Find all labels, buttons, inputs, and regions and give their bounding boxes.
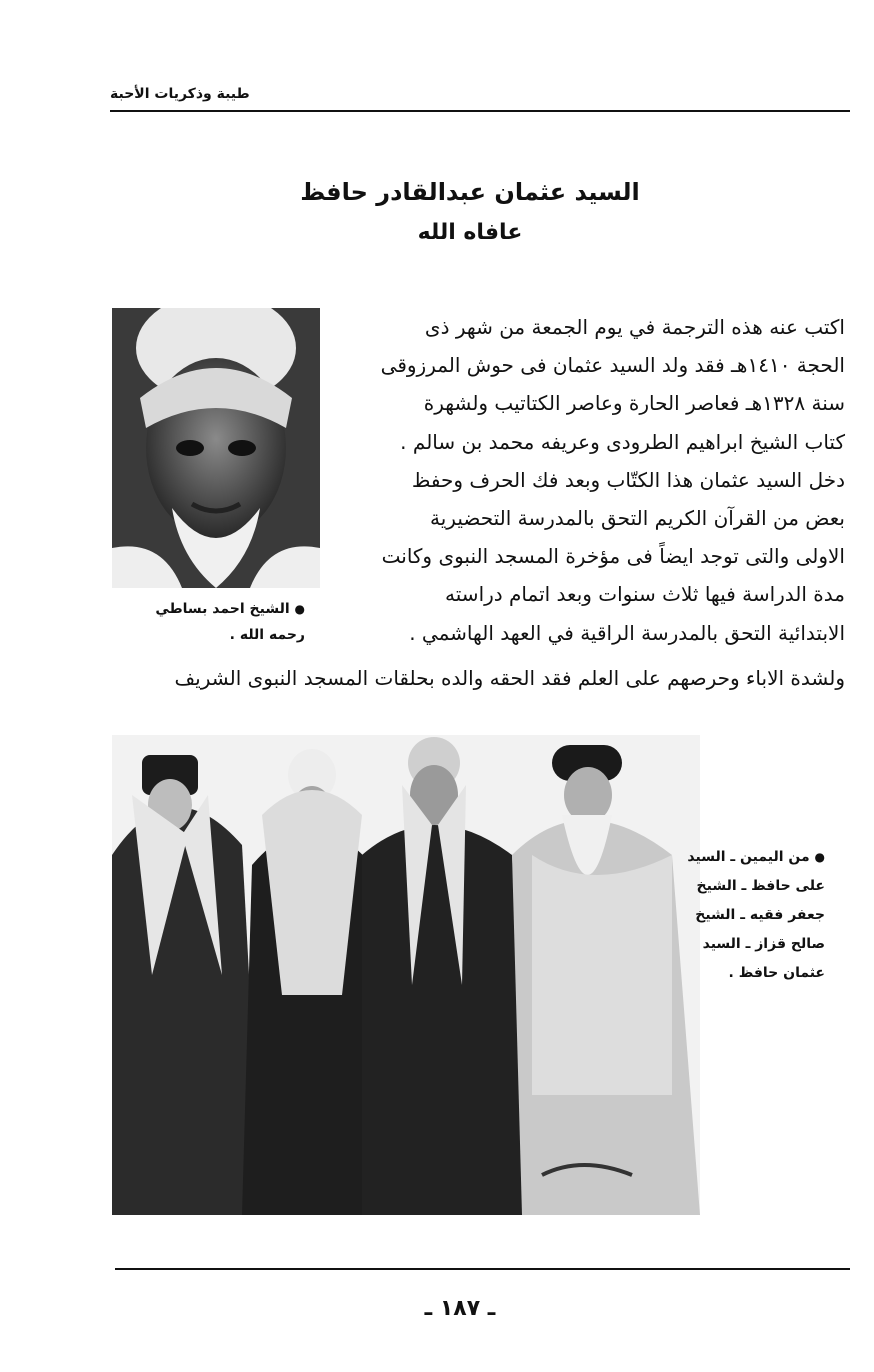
body-line: اكتب عنه هذه الترجمة في يوم الجمعة من شهر ذى <box>424 315 845 339</box>
article-title: السيد عثمان عبدالقادر حافظ <box>300 178 640 206</box>
body-line: بعض من القرآن الكريم التحق بالمدرسة التحضيرية <box>430 506 845 531</box>
body-line: الحجة ١٤١٠هـ فقد ولد السيد عثمان فى حوش المرزوقى <box>380 353 845 378</box>
running-head: طيبة وذكريات الأحبة <box>110 86 250 102</box>
page-number: ـ ١٨٧ ـ <box>424 1296 496 1321</box>
portrait-illustration <box>112 308 320 588</box>
caption-line: من اليمين ـ السيد <box>687 849 810 865</box>
portrait-caption <box>135 596 305 648</box>
body-line: كتاب الشيخ ابراهيم الطرودى وعريفه محمد بن سالم . <box>400 429 845 454</box>
body-paragraph <box>360 308 845 652</box>
group-photo <box>112 735 700 1215</box>
body-line: مدة الدراسة فيها ثلاث سنوات وبعد اتمام دراسته <box>445 582 845 607</box>
body-line: الاولى والتى توجد ايضاً فى مؤخرة المسجد النبوى وكانت <box>381 544 845 569</box>
article-subtitle: عافاه الله <box>417 220 523 245</box>
portrait-caption-name: الشيخ احمد بساطي <box>155 601 290 617</box>
body-line: سنة ١٣٢٨هـ فعاصر الحارة وعاصر الكتاتيب ولشهرة <box>423 391 845 416</box>
caption-line: على حافظ ـ الشيخ <box>696 878 825 894</box>
header-rule <box>110 110 850 112</box>
body-full-width-line: ولشدة الاباء وحرصهم على العلم فقد الحقه والده بحلقات المسجد النبوى الشريف <box>174 666 845 690</box>
caption-line: جعفر فقيه ـ الشيخ <box>695 907 825 923</box>
group-photo-illustration <box>112 735 700 1215</box>
group-photo-caption <box>687 843 825 988</box>
caption-line: عثمان حافظ . <box>728 965 825 981</box>
caption-bullet: ● <box>294 602 305 616</box>
portrait-photo <box>112 308 320 588</box>
footer-rule <box>115 1268 850 1270</box>
caption-bullet: ● <box>814 850 825 864</box>
body-line: دخل السيد عثمان هذا الكتّاب وبعد فك الحرف وحفظ <box>411 467 845 492</box>
body-line: الابتدائية التحق بالمدرسة الراقية في العهد الهاشمي . <box>409 620 845 645</box>
caption-line: صالح قزاز ـ السيد <box>702 936 825 952</box>
portrait-caption-blessing: رحمه الله . <box>229 627 305 643</box>
